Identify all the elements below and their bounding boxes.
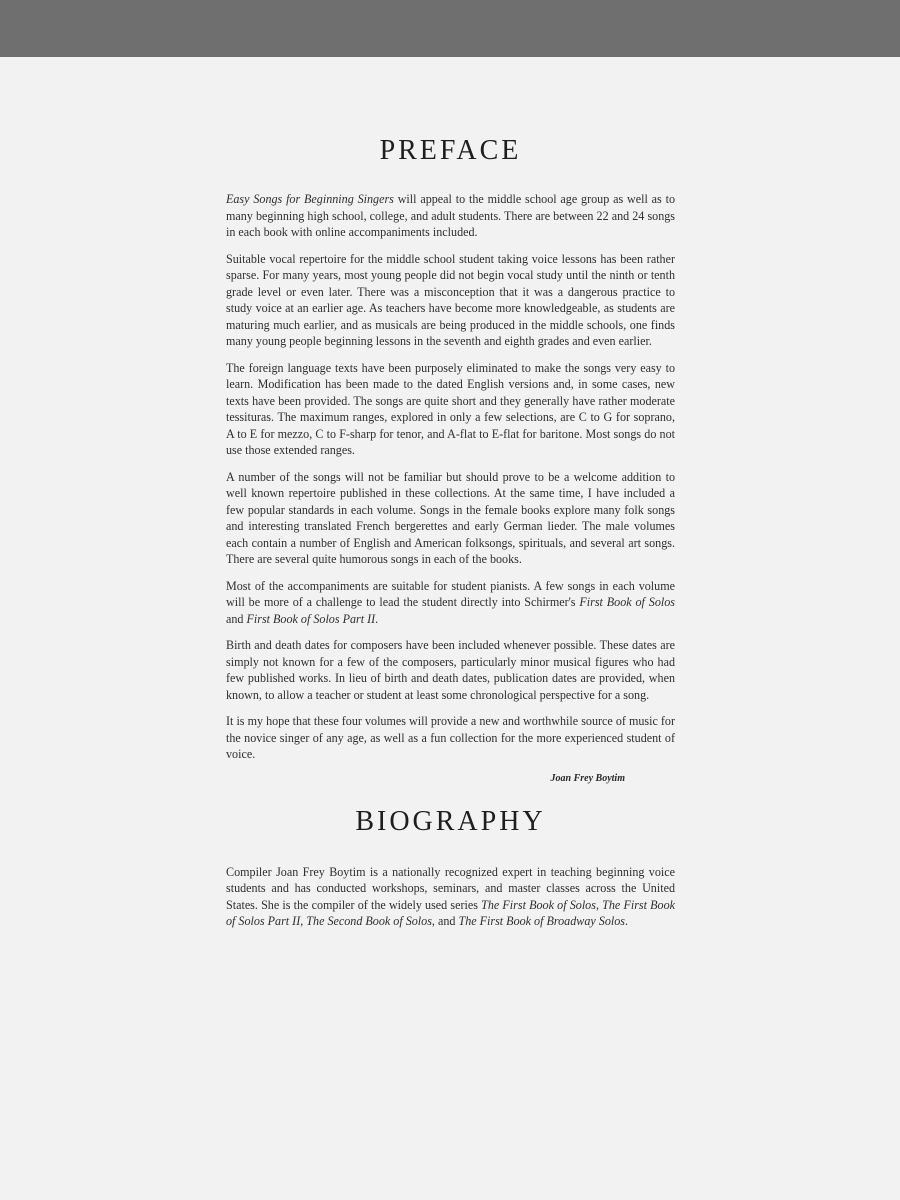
book-title-italic: First Book of Solos <box>579 595 675 609</box>
book-title-italic: The Second Book of Solos <box>306 914 432 928</box>
preface-paragraph-1-text: will appeal to the middle school age group as well as to many beginning high school, college, and adult students. There are between 22 and 24 songs in each book with online accompaniments included. <box>226 192 675 239</box>
preface-paragraph-3: The foreign language texts have been purposely eliminated to make the songs very easy to learn. Modification has been made to the dated English versions and, in some cases, new texts have been provided. The songs are quite short and they generally have rather moderate tessituras. The maximum ranges, explored in only a few selections, are C to G for soprano, A to E for mezzo, C to F-sharp for tenor, and A-flat to E-flat for baritone. Most songs do not use those extended ranges. <box>226 360 675 457</box>
book-title-italic: Easy Songs for Beginning Singers <box>226 192 394 206</box>
preface-paragraph-5-text-3: . <box>375 611 379 626</box>
preface-paragraph-5-text-1: Most of the accompaniments are suitable for student pianists. A few songs in each volume will be more of a challenge to lead the student directly into Schirmer's <box>226 578 675 609</box>
book-title-italic: The First Book of Solos Part II <box>226 897 676 928</box>
top-bar <box>0 0 900 57</box>
preface-paragraph-1 <box>226 191 675 241</box>
document-page <box>0 57 900 1200</box>
preface-heading: PREFACE <box>379 135 522 166</box>
book-title-italic: The First Book of Solos <box>481 897 596 912</box>
book-title-italic: First Book of Solos Part II <box>246 611 376 626</box>
biography-separator: , <box>300 914 307 928</box>
preface-paragraph-2: Suitable vocal repertoire for the middle school student taking voice lessons has been rather sparse. For many years, most young people did not begin vocal study until the ninth or tenth grade level or even later. There was a misconception that it was a dangerous practice to study voice at an earlier age. As teachers have become more knowledgeable, as students are maturing much earlier, and as musicals are being produced in the middle schools, one finds many young people beginning lessons in the seventh and eighth grades and even earlier. <box>226 251 675 348</box>
preface-paragraph-4: A number of the songs will not be familiar but should prove to be a welcome addition to well known repertoire published in these collections. At the same time, I have included a few popular standards in each volume. Songs in the female books explore many folk songs and interesting translated French bergerettes and early German lieder. The male volumes each contain a number of English and American folksongs, spirituals, and several art songs. There are several quite humorous songs in each of the books. <box>226 469 675 566</box>
page-content <box>226 135 675 940</box>
biography-heading: BIOGRAPHY <box>355 805 546 837</box>
biography-separator: , and <box>431 914 459 928</box>
preface-paragraph-7: It is my hope that these four volumes will provide a new and worthwhile source of music for the novice singer of any age, as well as a fun collection for the more experienced student of voice. <box>226 714 675 761</box>
biography-paragraph <box>226 864 675 930</box>
preface-paragraph-5 <box>226 578 675 628</box>
biography-end: . <box>624 914 629 928</box>
author-signature: Joan Frey Boytim <box>550 772 625 784</box>
preface-paragraph-5-text-2: and <box>226 611 247 626</box>
biography-text-1: Compiler Joan Frey Boytim is a nationally recognized expert in teaching beginning voice students and has conducted workshops, seminars, and master classes across the United States. She is the compiler of the widely used series <box>226 864 675 912</box>
preface-paragraph-6: Birth and death dates for composers have been included whenever possible. These dates are simply not known for a few of the composers, particularly minor musical figures who had few published works. In lieu of birth and death dates, publication dates are provided, when known, to allow a teacher or student at least some chronological perspective for a song. <box>226 638 675 702</box>
biography-separator: , <box>595 897 603 912</box>
book-title-italic: The First Book of Broadway Solos <box>458 914 625 928</box>
